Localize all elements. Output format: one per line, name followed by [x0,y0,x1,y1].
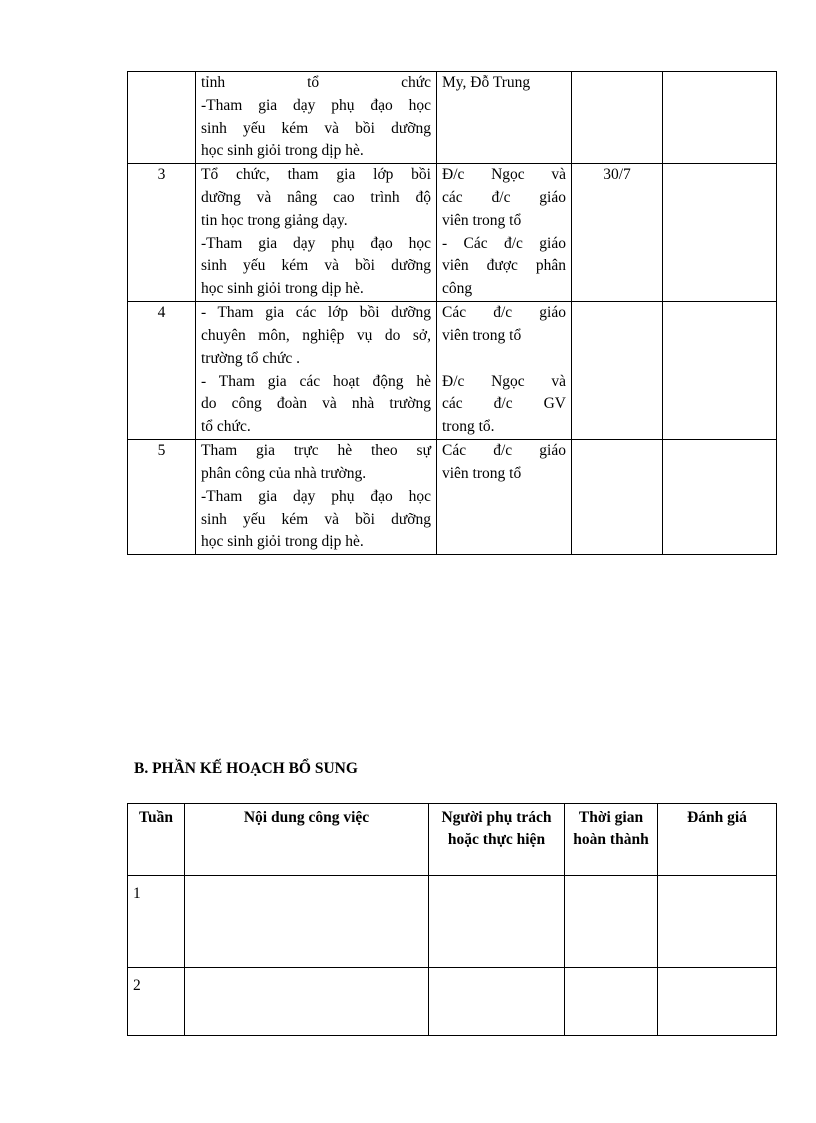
responsible-person: My, Đỗ Trung [437,72,572,164]
supplement-table [127,803,777,1036]
responsible-cell [429,968,565,1036]
table-row [128,876,777,968]
section-heading: B. PHẦN KẾ HOẠCH BỔ SUNG [134,760,358,777]
week-number: 2 [128,968,185,1036]
responsible-person: Các đ/c giáo viên trong tổ [437,440,572,555]
row-number: 3 [128,164,196,302]
table-header-row [128,804,777,876]
completion-time-cell [565,876,658,968]
responsible-person: Đ/c Ngọc và các đ/c giáo viên trong tổ - Các đ/c giáo viên được phân công [437,164,572,302]
plan-table [127,71,777,555]
evaluation-cell [663,440,777,555]
completion-time: 30/7 [572,164,663,302]
responsible-cell [429,876,565,968]
responsible-person: Các đ/c giáo viên trong tổ Đ/c Ngọc và các đ/c GV trong tổ. [437,302,572,440]
task-content: tỉnh tổ chức -Tham gia dạy phụ đạo học sinh yếu kém và bồi dưỡng học sinh giỏi trong dịp hè. [196,72,437,164]
completion-time-cell [565,968,658,1036]
table-row [128,968,777,1036]
task-content: Tổ chức, tham gia lớp bồi dưỡng và nâng cao trình độ tin học trong giảng dạy. -Tham gia dạy phụ đạo học sinh yếu kém và bồi dưỡng học sinh giỏi trong dịp hè. [196,164,437,302]
header-responsible: Người phụ trách hoặc thực hiện [429,804,565,876]
evaluation-cell [658,876,777,968]
row-number [128,72,196,164]
content-cell [185,968,429,1036]
table-row [128,72,777,164]
evaluation-cell [658,968,777,1036]
header-week: Tuần [128,804,185,876]
header-content: Nội dung công việc [185,804,429,876]
evaluation-cell [663,72,777,164]
table-row [128,440,777,555]
task-content: - Tham gia các lớp bồi dưỡng chuyên môn, nghiệp vụ do sở, trường tổ chức . - Tham gia các hoạt động hè do công đoàn và nhà trường tổ chức. [196,302,437,440]
header-completion-time: Thời gian hoàn thành [565,804,658,876]
row-number: 4 [128,302,196,440]
task-content: Tham gia trực hè theo sự phân công của nhà trường. -Tham gia dạy phụ đạo học sinh yếu kém và bồi dưỡng học sinh giỏi trong dịp hè. [196,440,437,555]
week-number: 1 [128,876,185,968]
row-number: 5 [128,440,196,555]
table-row [128,302,777,440]
completion-time [572,302,663,440]
evaluation-cell [663,164,777,302]
header-evaluation: Đánh giá [658,804,777,876]
content-cell [185,876,429,968]
completion-time [572,440,663,555]
completion-time [572,72,663,164]
table-row [128,164,777,302]
evaluation-cell [663,302,777,440]
